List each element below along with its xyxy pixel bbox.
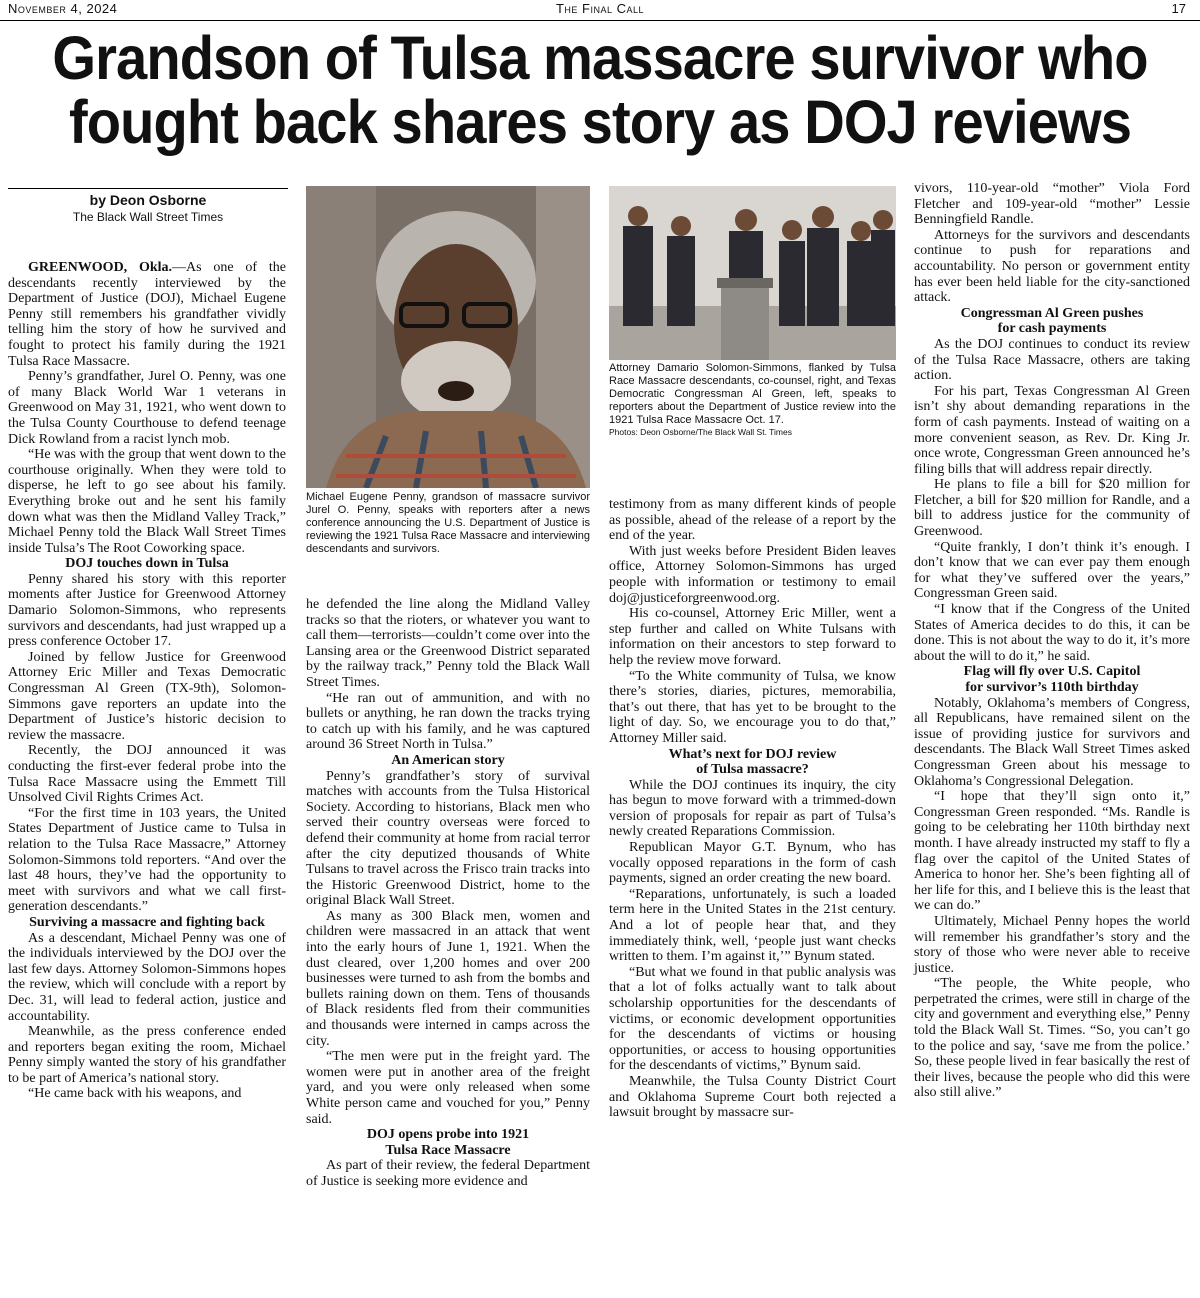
paragraph: Ultimately, Michael Penny hopes the world will remember his grandfather’s story and the story of those who were never able to receive justice.	[914, 913, 1190, 976]
newspaper-name: The Final Call	[555, 1, 645, 16]
paragraph: “I know that if the Congress of the United States of America decides to do this, it can be done. This is not about the way to do it, it’s more about the will to do it,” he said.	[914, 602, 1190, 664]
subhead-line: DOJ opens probe into 1921	[366, 1127, 530, 1143]
paragraph: As the DOJ continues to conduct its review of the Tulsa Race Massacre, others are taking action.	[914, 336, 1190, 384]
issue-date: November 4, 2024	[8, 1, 118, 16]
subhead-line: for survivor’s 110th birthday	[965, 680, 1139, 695]
author-name: by Deon Osborne	[89, 192, 207, 208]
paragraph: “The people, the White people, who perpetrated the crimes, were still in charge of the city and government and everything else,” Penny told the Black Wall St. Times. “So, you can’t go to the police and say, ‘save me from the police.’ So, these people lived in fear basically the rest of their lives, because the people who did this were also still alive.”	[914, 976, 1190, 1101]
paragraph: vivors, 110-year-old “mother” Viola Ford Fletcher and 109-year-old “mother” Lessie Benningfield Randle.	[914, 181, 1190, 228]
subhead	[914, 306, 1190, 337]
subhead	[609, 747, 896, 778]
paragraph: As part of their review, the federal Department of Justice is seeking more evidence and	[306, 1158, 590, 1189]
paragraph: While the DOJ continues its inquiry, the city has begun to move forward with a trimmed-down version of proposals for repair as part of Tulsa’s newly created Reparations Commission.	[609, 777, 896, 840]
article-column-1	[8, 260, 286, 1102]
paragraph: For his part, Texas Congressman Al Green isn’t shy about demanding reparations in the form of cash payments. Instead of waiting on a more convenient season, as Rev. Dr. King Jr. once wrote, Congressman Green announced he’s filing bills that will address repair directly.	[914, 383, 1190, 477]
paragraph: he defended the line along the Midland Valley tracks so that the rioters, or whatever you want to call them—terrorists—couldn’t come over into the Lansing area or the Greenwood District separated by the railway track,” Penny told the Black Wall Street Times.	[306, 597, 590, 690]
photo-michael-penny	[306, 186, 590, 488]
folio-rule	[0, 20, 1200, 21]
paragraph: His co-counsel, Attorney Eric Miller, went a step further and called on White Tulsans with information on their ancestors to step forward to help the review move forward.	[609, 606, 896, 668]
paragraph: As many as 300 Black men, women and children were massacred in an attack that went into the early hours of June 1, 1921. When the dust cleared, over 1,200 homes and over 200 businesses were turned to ash from the bombs and bullets raining down on them. Tens of thousands of Black residents fled from their communities and thousands were interned in camps across the city.	[306, 908, 590, 1049]
byline-rule	[8, 188, 288, 189]
subhead-line: Congressman Al Green pushes	[960, 305, 1144, 321]
paragraph: “The men were put in the freight yard. The women were put in another area of the freight yard, and you were only released when some White person came and vouched for you,” Penny said.	[306, 1049, 590, 1127]
paragraph: Notably, Oklahoma’s members of Congress, all Republicans, have remained silent on the issue of providing justice for survivors and descendants. The Black Wall Street Times asked Congressman Green about his message to Oklahoma’s Congressional Delegation.	[914, 695, 1190, 789]
photo-caption: Michael Eugene Penny, grandson of massacre survivor Jurel O. Penny, speaks with reporters after a news conference announcing the U.S. Department of Justice is reviewing the 1921 Tulsa Race Massacre and interviewing descendants and survivors.	[306, 491, 590, 555]
paragraph: As a descendant, Michael Penny was one of the individuals interviewed by the DOJ over the last few days. Attorney Solomon-Simmons hopes the review, which will conclude with a report by Dec. 31, will lead to federal action, justice and accountability.	[8, 930, 286, 1024]
article-column-2	[306, 597, 590, 1190]
paragraph: Meanwhile, the Tulsa County District Court and Oklahoma Supreme Court both rejected a lawsuit brought by massacre sur-	[609, 1073, 896, 1121]
paragraph: “For the first time in 103 years, the United States Department of Justice came to Tulsa in relation to the Tulsa Race Massacre,” Attorney Solomon-Simmons told reporters. “And over the last 48 hours, they’ve had the opportunity to meet with survivors and what we call first-generation descendants.”	[8, 805, 286, 915]
paragraph: “To the White community of Tulsa, we know there’s stories, diaries, pictures, memorabilia, that’s out there, that has yet to be brought to the light of day. So, we encourage you to do that,” Attorney Miller said.	[609, 668, 896, 746]
subhead	[914, 664, 1190, 695]
portrait-illustration	[306, 186, 590, 488]
dateline: GREENWOOD, Okla.	[28, 260, 173, 275]
press-conference-illustration	[609, 186, 896, 360]
paragraph: “I hope that they’ll sign onto it,” Congressman Green responded. “Ms. Randle is going to be celebrating her 110th birthday next month. I have already instructed my staff to fly a flag over the capitol of the United States of America to honor her. She’s been fighting all of her life for this, and I believe this is the least that we can do.”	[914, 789, 1190, 914]
paragraph: Republican Mayor G.T. Bynum, who has vocally opposed reparations in the form of cash payments, signed an order creating the new board.	[609, 840, 896, 887]
subhead-line: What’s next for DOJ review	[668, 746, 837, 762]
paragraph: —As one of the descendants recently interviewed by the Department of Justice (DOJ), Michael Eugene Penny still remembers his grandfather vividly telling him the story of how he survived and fought to protect his family during the 1921 Tulsa Race Massacre.	[8, 260, 286, 369]
caption-text: Attorney Damario Solomon-Simmons, flanked by Tulsa Race Massacre descendants, co-counsel, right, and Texas Democratic Congressman Al Green, left, speaks to reporters about the Department of Justice review into the 1921 Tulsa Race Massacre Oct. 17.	[609, 362, 896, 426]
photo-press-conference	[609, 186, 896, 360]
paragraph: Penny’s grandfather’s story of survival matches with accounts from the Tulsa Historical Society. According to historians, Black men who served their country overseas were forced to defend their community at home from racial terror after the city deputized thousands of White Tulsans to travel across the Frisco train tracks into the Historic Greenwood District, home to the original Black Wall Street.	[306, 768, 590, 909]
headline-line-2: fought back shares story as DOJ reviews	[68, 88, 1132, 156]
paragraph: Joined by fellow Justice for Greenwood Attorney Eric Miller and Texas Democratic Congressman Al Green (TX-9th), Solomon-Simmons gave reporters an update into the Department of Justice’s historic decision to review the massacre.	[8, 649, 286, 743]
paragraph: Meanwhile, as the press conference ended and reporters began exiting the room, Michael Penny simply wanted the story of his grandfather to be part of America’s national story.	[8, 1024, 286, 1086]
paragraph: “He came back with his weapons, and	[28, 1086, 242, 1102]
byline	[8, 191, 288, 225]
paragraph: testimony from as many different kinds of people as possible, ahead of the release of a report by the end of the year.	[609, 497, 896, 544]
subhead-line: Flag will fly over U.S. Capitol	[963, 664, 1141, 680]
article-column-4	[914, 181, 1190, 1101]
headline	[48, 26, 1152, 154]
photo-credit: Photos: Deon Osborne/The Black Wall St. Times	[609, 427, 792, 437]
paragraph: He plans to file a bill for $20 million for Fletcher, a bill for $20 million for Randle, and a bill to address justice for the community of Greenwood.	[914, 477, 1190, 540]
page-folio	[0, 0, 1200, 20]
subhead: An American story	[391, 752, 505, 768]
subhead-line: Tulsa Race Massacre	[385, 1142, 511, 1158]
subhead: Surviving a massacre and fighting back	[29, 914, 265, 930]
paragraph: “But what we found in that public analysis was that a lot of folks actually want to talk about scholarship opportunities for the descendants of victims, or economic development opportunities for the descendants of victims or housing opportunities, or access to housing opportunities for the descendants of victims,” Bynum said.	[609, 964, 896, 1074]
page-number: 17	[1171, 1, 1186, 16]
paragraph: With just weeks before President Biden leaves office, Attorney Solomon-Simmons has urged people with information or testimony to email doj@justiceforgreenwood.org.	[609, 543, 896, 606]
photo-caption	[609, 362, 896, 438]
paragraph: “He ran out of ammunition, and with no bullets or anything, he ran down the tracks trying to catch up with his family, and he was captured around 36 Street North in Tulsa.”	[306, 690, 590, 753]
paragraph: “Quite frankly, I don’t think it’s enough. I don’t know that we can ever pay them enough for what they’ve suffered over the years,” Congressman Green said.	[914, 539, 1190, 602]
paragraph: Penny shared his story with this reporter moments after Justice for Greenwood Attorney Damario Solomon-Simmons, who represents survivors and descendants, had just wrapped up a press conference October 17.	[8, 571, 286, 650]
paragraph: Recently, the DOJ announced it was conducting the first-ever federal probe into the Tulsa Race Massacre using the Emmett Till Unsolved Civil Rights Crimes Act.	[8, 743, 286, 806]
article-column-3	[609, 497, 896, 1121]
author-publication: The Black Wall Street Times	[72, 210, 224, 224]
headline-line-1: Grandson of Tulsa massacre survivor who	[52, 24, 1148, 92]
subhead-line: for cash payments	[997, 321, 1107, 337]
paragraph: Attorneys for the survivors and descendants continue to push for reparations and accountability. No person or government entity has ever been held liable for the city-sanctioned attack.	[914, 227, 1190, 306]
paragraph: “Reparations, unfortunately, is such a loaded term here in the United States in the 21st century. And a lot of people hear that, and they immediately think, well, ‘people just want checks written to them. I’m against it,’” Bynum stated.	[609, 886, 896, 965]
subhead	[306, 1127, 590, 1158]
paragraph: “He was with the group that went down to the courthouse originally. When they were told to disperse, he left to go see about his family. Everything broke out and he sent his family down what was then the Midland Valley Track,” Michael Penny told the Black Wall Street Times inside Tulsa’s The Root Coworking space.	[8, 447, 286, 556]
subhead-line: of Tulsa massacre?	[696, 762, 809, 778]
subhead: DOJ touches down in Tulsa	[65, 556, 229, 572]
paragraph: Penny’s grandfather, Jurel O. Penny, was one of many Black World War 1 veterans in Greenwood on May 31, 1921, who went down to the Tulsa County Courthouse to defend teenage Dick Rowland from a racist lynch mob.	[8, 369, 286, 447]
